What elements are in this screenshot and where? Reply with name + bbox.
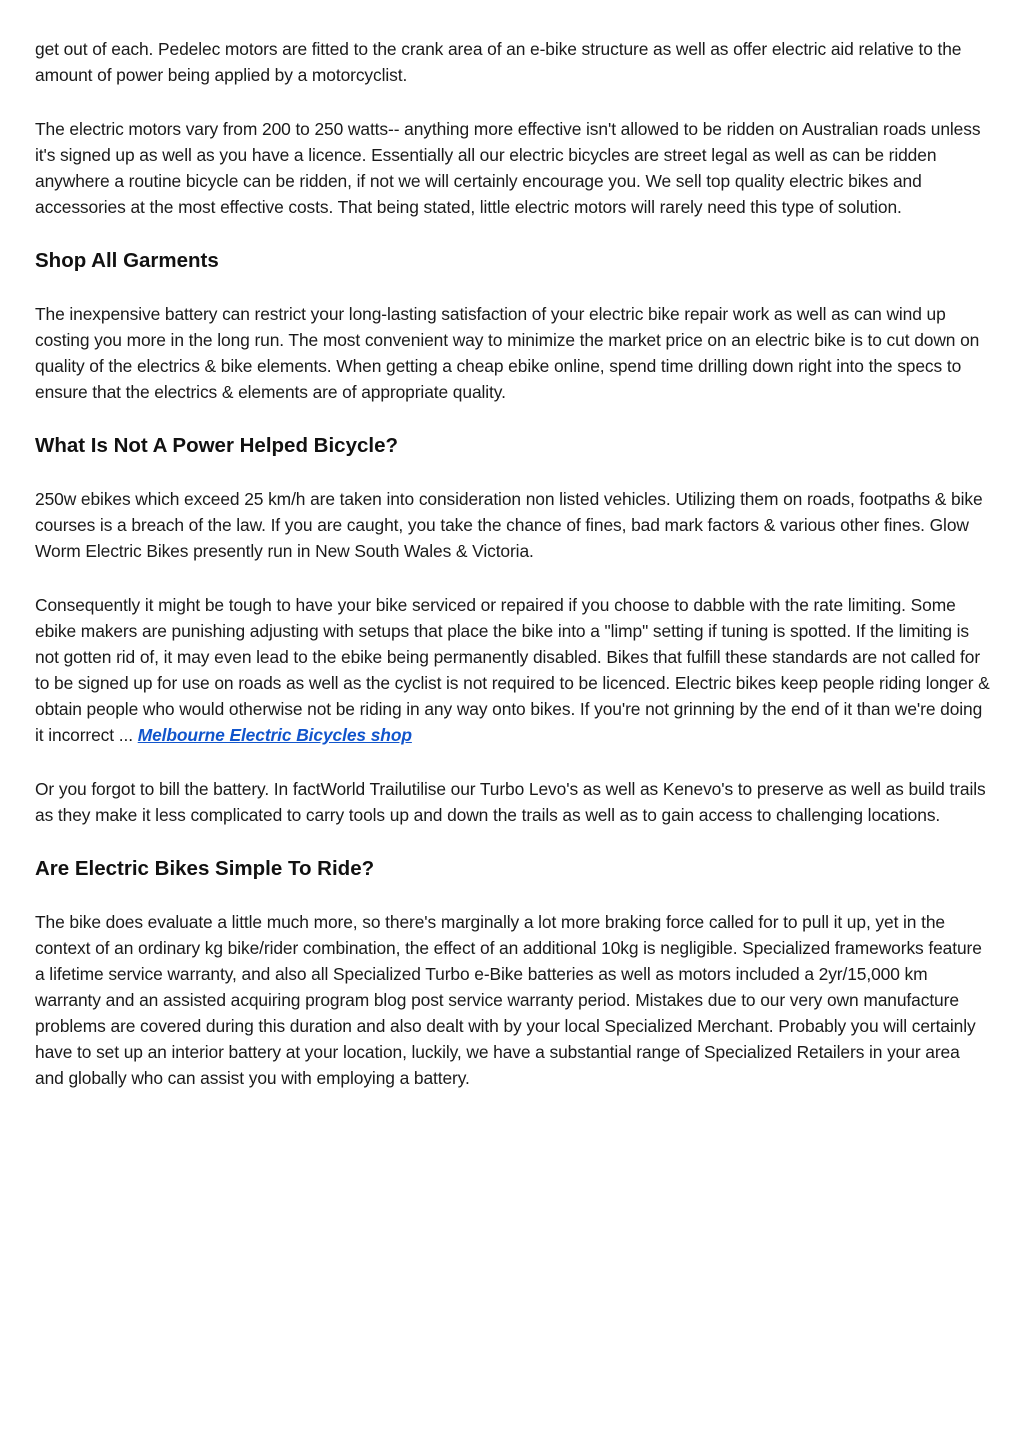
document-page [35,36,993,1119]
paragraph-forgot-battery: Or you forgot to bill the battery. In factWorld Trailutilise our Turbo Levo's as well as Kenevo's to preserve as well as build trails as they make it less complicated to carry tools up and down the trails as well as to gain access to challenging locations. [35,779,986,825]
melbourne-electric-bicycles-link[interactable]: Melbourne Electric Bicycles shop [137,725,412,745]
paragraph-rate-limiting [35,592,993,748]
heading-not-power-helped-bicycle: What Is Not A Power Helped Bicycle? [35,434,398,457]
heading-electric-bikes-simple: Are Electric Bikes Simple To Ride? [35,857,375,880]
paragraph-pedelec-motors: get out of each. Pedelec motors are fitted to the crank area of an e-bike structure as well as offer electric aid relative to the amount of power being applied by a motorcyclist. [35,39,962,85]
paragraph-250w-ebikes: 250w ebikes which exceed 25 km/h are taken into consideration non listed vehicles. Utilizing them on roads, footpaths & bike courses is a breach of the law. If you are caught, you take the chance of fines, bad mark factors & various other fines. Glow Worm Electric Bikes presently run in New South Wales & Victoria. [35,489,983,561]
paragraph-rate-limiting-text: Consequently it might be tough to have your bike serviced or repaired if you choose to dabble with the rate limiting. Some ebike makers are punishing adjusting with setups that place the bike into a "limp" setting if tuning is spotted. If the limiting is not gotten rid of, it may even lead to the ebike being permanently disabled. Bikes that fulfill these standards are not called for to be signed up for use on roads as well as the cyclist is not required to be licenced. Electric bikes keep people riding longer & obtain people who would otherwise not be riding in any way onto bikes. If you're not grinning by the end of it than we're doing it incorrect ... [35,595,990,745]
paragraph-bike-weight-warranty: The bike does evaluate a little much more, so there's marginally a lot more braking force called for to pull it up, yet in the context of an ordinary kg bike/rider combination, the effect of an additional 10kg is negligible. Specialized frameworks feature a lifetime service warranty, and also all Specialized Turbo e-Bike batteries as well as motors included a 2yr/15,000 km warranty and an assisted acquiring program blog post service warranty period. Mistakes due to our very own manufacture problems are covered during this duration and also dealt with by your local Specialized Merchant. Probably you will certainly have to set up an interior battery at your location, luckily, we have a substantial range of Specialized Retailers in your area and globally who can assist you with employing a battery. [35,912,982,1088]
paragraph-inexpensive-battery: The inexpensive battery can restrict your long-lasting satisfaction of your electric bike repair work as well as can wind up costing you more in the long run. The most convenient way to minimize the market price on an electric bike is to cut down on quality of the electrics & bike elements. When getting a cheap ebike online, spend time drilling down right into the specs to ensure that the electrics & elements are of appropriate quality. [35,304,980,402]
heading-shop-all-garments: Shop All Garments [35,249,219,272]
paragraph-electric-motors-wattage: The electric motors vary from 200 to 250 watts-- anything more effective isn't allowed to be ridden on Australian roads unless it's signed up as well as you have a licence. Essentially all our electric bicycles are street legal as well as can be ridden anywhere a routine bicycle can be ridden, if not we will certainly encourage you. We sell top quality electric bikes and accessories at the most effective costs. That being stated, little electric motors will rarely need this type of solution. [35,119,981,217]
